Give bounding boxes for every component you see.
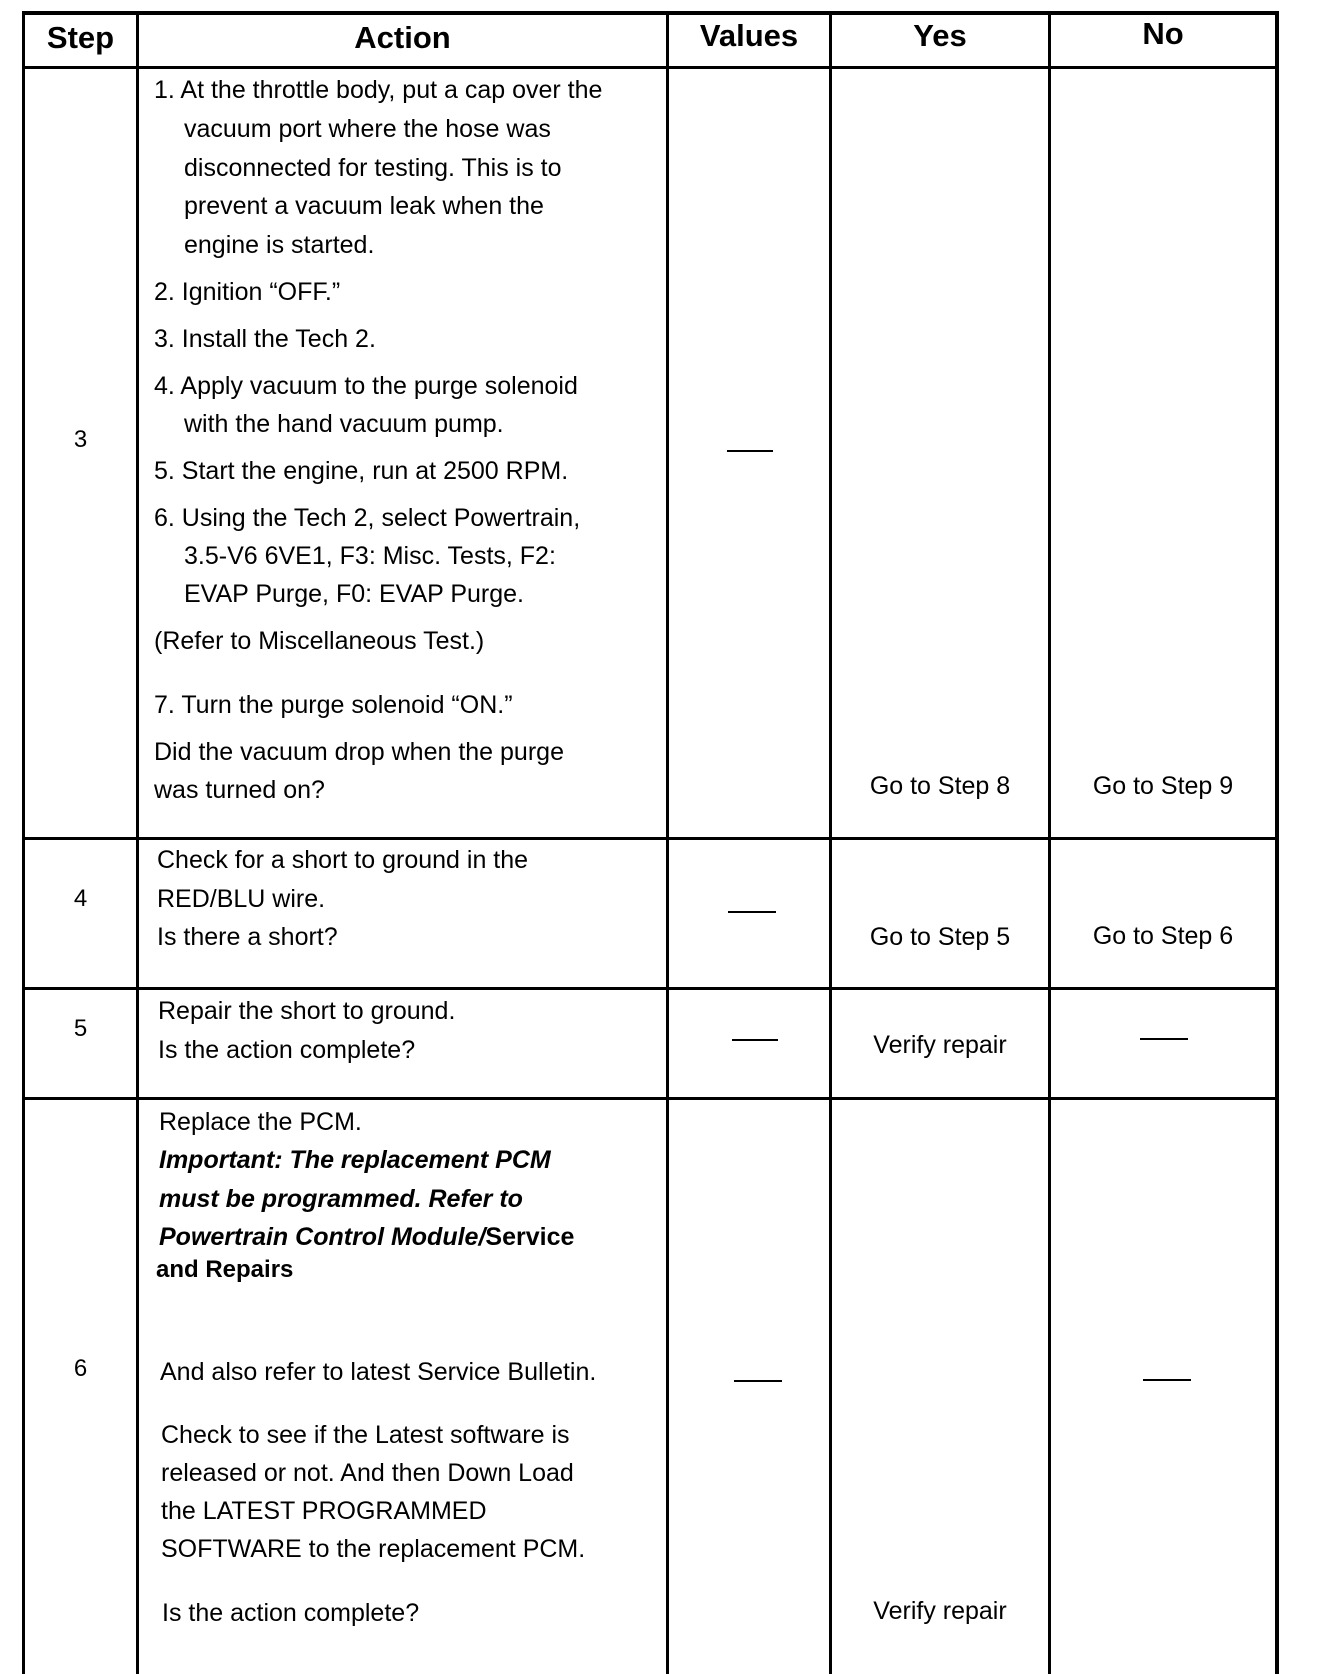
step6-important-line-3-bold: Service xyxy=(485,1223,575,1251)
step6-check-line-4: SOFTWARE to the replacement PCM. xyxy=(161,1535,586,1563)
step3-action-5: 5. Start the engine, run at 2500 RPM. xyxy=(154,457,569,485)
step3-action-4-line-2: with the hand vacuum pump. xyxy=(184,410,504,438)
step3-action-7: 7. Turn the purge solenoid “ON.” xyxy=(154,691,513,719)
step6-important-line-4: and Repairs xyxy=(156,1256,294,1283)
step5-yes: Verify repair xyxy=(873,1031,1007,1059)
step4-action-line-2: RED/BLU wire. xyxy=(157,885,326,913)
step3-action-1-line-3: disconnected for testing. This is to xyxy=(184,154,562,182)
step3-question-line-2: was turned on? xyxy=(154,776,325,804)
step-number-3: 3 xyxy=(73,426,88,453)
step6-check-line-2: released or not. And then Down Load xyxy=(161,1459,574,1487)
step3-action-1-line-1: 1. At the throttle body, put a cap over the xyxy=(154,76,603,104)
step6-question: Is the action complete? xyxy=(162,1599,420,1627)
row-divider-5 xyxy=(22,1097,1278,1100)
step4-question: Is there a short? xyxy=(157,923,338,951)
step4-yes: Go to Step 5 xyxy=(869,923,1011,951)
step3-yes: Go to Step 8 xyxy=(869,772,1011,800)
step5-values-dash xyxy=(732,1039,778,1041)
step3-action-1-line-2: vacuum port where the hose was xyxy=(184,115,551,143)
col-divider-action xyxy=(666,11,669,1674)
header-step: Step xyxy=(46,20,115,55)
table-border-top xyxy=(22,11,1278,15)
table-border-left xyxy=(22,11,25,1674)
step6-no-dash xyxy=(1143,1379,1191,1381)
step3-action-note: (Refer to Miscellaneous Test.) xyxy=(154,627,485,655)
table-border-right xyxy=(1275,11,1279,1674)
col-divider-yes xyxy=(1048,11,1051,1674)
step6-check-line-1: Check to see if the Latest software is xyxy=(161,1421,570,1449)
header-yes: Yes xyxy=(913,18,967,53)
row-divider-3 xyxy=(22,837,1278,840)
step6-important-line-3-italic: Powertrain Control Module/ xyxy=(159,1223,486,1251)
step3-values-dash xyxy=(727,450,773,452)
step-number-4: 4 xyxy=(73,885,88,912)
col-divider-step xyxy=(136,11,139,1674)
header-divider xyxy=(22,66,1278,69)
step3-question-line-1: Did the vacuum drop when the purge xyxy=(154,738,564,766)
step6-important-line-1: Important: The replacement PCM xyxy=(159,1146,551,1174)
step6-service-bulletin: And also refer to latest Service Bulletin. xyxy=(160,1358,597,1386)
step3-action-3: 3. Install the Tech 2. xyxy=(154,325,376,353)
step5-action: Repair the short to ground. xyxy=(158,997,456,1025)
header-action: Action xyxy=(354,20,451,55)
step6-values-dash xyxy=(734,1380,782,1382)
header-no: No xyxy=(1142,16,1184,51)
step3-action-1-line-5: engine is started. xyxy=(184,231,375,259)
step4-action-line-1: Check for a short to ground in the xyxy=(157,846,529,874)
step6-yes: Verify repair xyxy=(873,1597,1007,1625)
step6-important-line-2: must be programmed. Refer to xyxy=(159,1185,523,1213)
step3-action-6-line-1: 6. Using the Tech 2, select Powertrain, xyxy=(154,504,581,532)
step3-action-4-line-1: 4. Apply vacuum to the purge solenoid xyxy=(154,372,578,400)
step4-no: Go to Step 6 xyxy=(1092,922,1234,950)
step3-action-1-line-4: prevent a vacuum leak when the xyxy=(184,192,544,220)
step5-no-dash xyxy=(1140,1038,1188,1040)
step3-action-6-line-3: EVAP Purge, F0: EVAP Purge. xyxy=(184,580,525,608)
step-number-5: 5 xyxy=(73,1015,88,1042)
step3-action-2: 2. Ignition “OFF.” xyxy=(154,278,341,306)
step6-check-line-3: the LATEST PROGRAMMED xyxy=(161,1497,487,1525)
step6-action-replace: Replace the PCM. xyxy=(159,1108,362,1136)
step-number-6: 6 xyxy=(73,1355,88,1382)
step3-action-6-line-2: 3.5-V6 6VE1, F3: Misc. Tests, F2: xyxy=(184,542,556,570)
header-values: Values xyxy=(699,18,799,53)
step4-values-dash xyxy=(728,911,776,913)
col-divider-values xyxy=(829,11,832,1674)
step5-question: Is the action complete? xyxy=(158,1036,416,1064)
row-divider-4 xyxy=(22,987,1278,990)
step3-no: Go to Step 9 xyxy=(1092,772,1234,800)
